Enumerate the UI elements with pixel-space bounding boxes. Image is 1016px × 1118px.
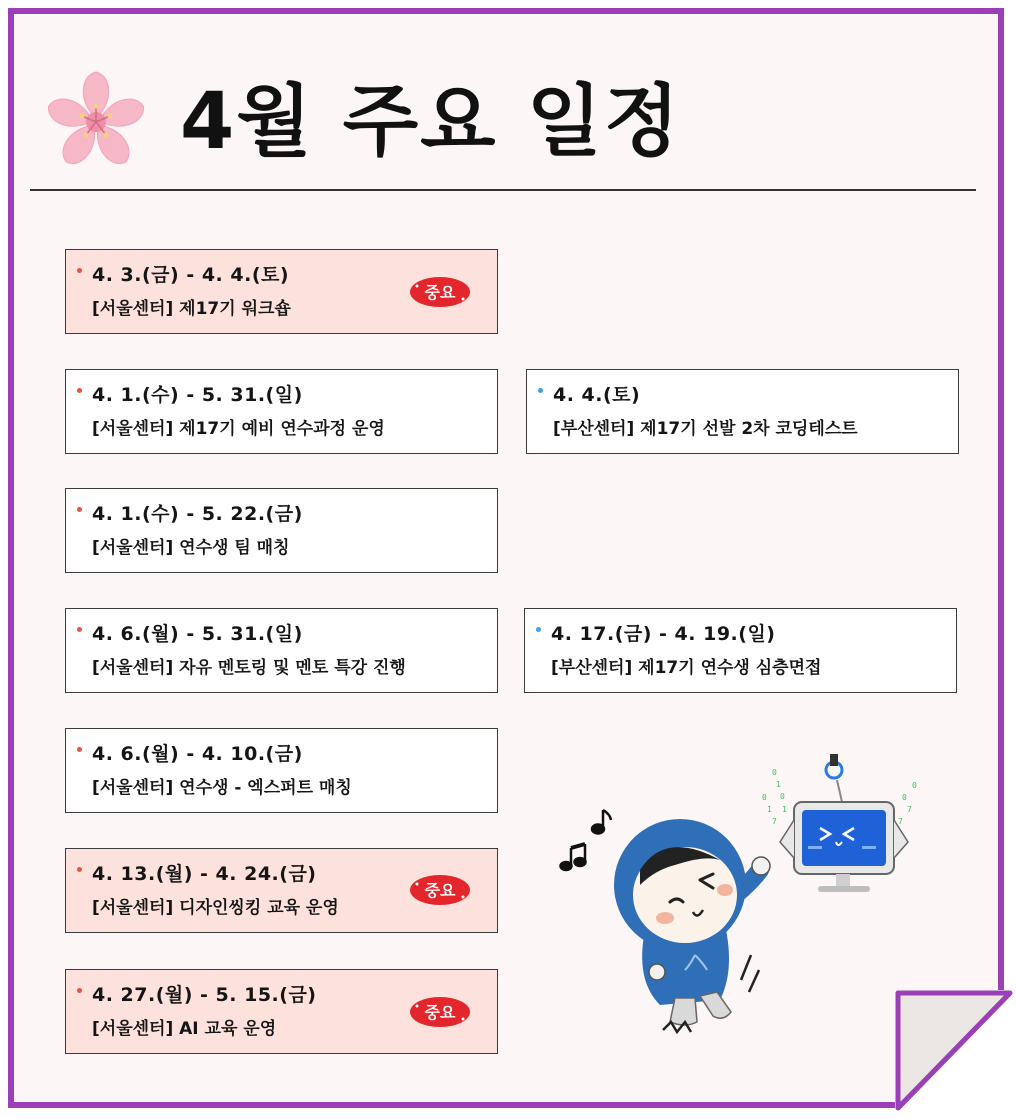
event-card	[65, 728, 498, 813]
event-desc: [부산센터] 제17기 선발 2차 코딩테스트	[553, 419, 858, 439]
event-date: 4. 6.(월) - 4. 10.(금)	[92, 743, 303, 765]
page-title: 4월 주요 일정	[180, 77, 682, 167]
event-date: 4. 13.(월) - 4. 24.(금)	[92, 863, 317, 885]
bullet-icon	[77, 627, 82, 632]
bullet-icon	[77, 268, 82, 273]
event-card	[65, 608, 498, 693]
bullet-icon	[536, 627, 541, 632]
bullet-icon	[77, 507, 82, 512]
event-card	[526, 369, 959, 454]
svg-text:0: 0	[902, 793, 907, 802]
badge-text: 중요	[424, 1003, 456, 1022]
bullet-icon	[538, 388, 543, 393]
svg-text:0: 0	[772, 768, 777, 777]
svg-text:7: 7	[898, 817, 903, 826]
event-date: 4. 27.(월) - 5. 15.(금)	[92, 984, 317, 1006]
bullet-icon	[77, 747, 82, 752]
mascot-illustration	[545, 760, 785, 1050]
event-desc: [서울센터] 자유 멘토링 및 멘토 특강 진행	[92, 658, 406, 678]
event-card	[65, 369, 498, 454]
event-date: 4. 3.(금) - 4. 4.(토)	[92, 264, 290, 286]
page-curl-icon	[895, 990, 1016, 1118]
event-desc: [서울센터] 연수생 - 엑스퍼트 매칭	[92, 778, 352, 798]
svg-text:7: 7	[772, 817, 777, 826]
cherry-blossom-icon	[40, 70, 152, 174]
event-date: 4. 17.(금) - 4. 19.(일)	[551, 623, 776, 645]
event-card	[524, 608, 957, 693]
svg-text:1: 1	[767, 805, 772, 814]
bullet-icon	[77, 388, 82, 393]
svg-text:0: 0	[762, 793, 767, 802]
event-desc: [서울센터] AI 교육 운영	[92, 1019, 277, 1039]
bullet-icon	[77, 988, 82, 993]
event-date: 4. 4.(토)	[553, 384, 641, 406]
badge-text: 중요	[424, 881, 456, 900]
important-badge	[408, 873, 472, 907]
svg-text:0: 0	[780, 792, 785, 801]
important-badge	[408, 995, 472, 1029]
svg-text:7: 7	[907, 805, 912, 814]
important-badge	[408, 275, 472, 309]
event-card	[65, 488, 498, 573]
computer-icon	[752, 750, 922, 900]
svg-text:1: 1	[776, 780, 781, 789]
event-desc: [서울센터] 제17기 워크숍	[92, 299, 291, 319]
event-date: 4. 6.(월) - 5. 31.(일)	[92, 623, 303, 645]
bullet-icon	[77, 867, 82, 872]
event-desc: [서울센터] 디자인씽킹 교육 운영	[92, 898, 339, 918]
badge-text: 중요	[424, 283, 456, 302]
event-desc: [부산센터] 제17기 연수생 심층면접	[551, 658, 822, 678]
event-desc: [서울센터] 연수생 팀 매칭	[92, 538, 290, 558]
event-date: 4. 1.(수) - 5. 31.(일)	[92, 384, 303, 406]
event-desc: [서울센터] 제17기 예비 연수과정 운영	[92, 419, 385, 439]
title-divider	[30, 189, 976, 191]
event-date: 4. 1.(수) - 5. 22.(금)	[92, 503, 303, 525]
svg-text:1: 1	[782, 805, 787, 814]
svg-text:0: 0	[912, 781, 917, 790]
